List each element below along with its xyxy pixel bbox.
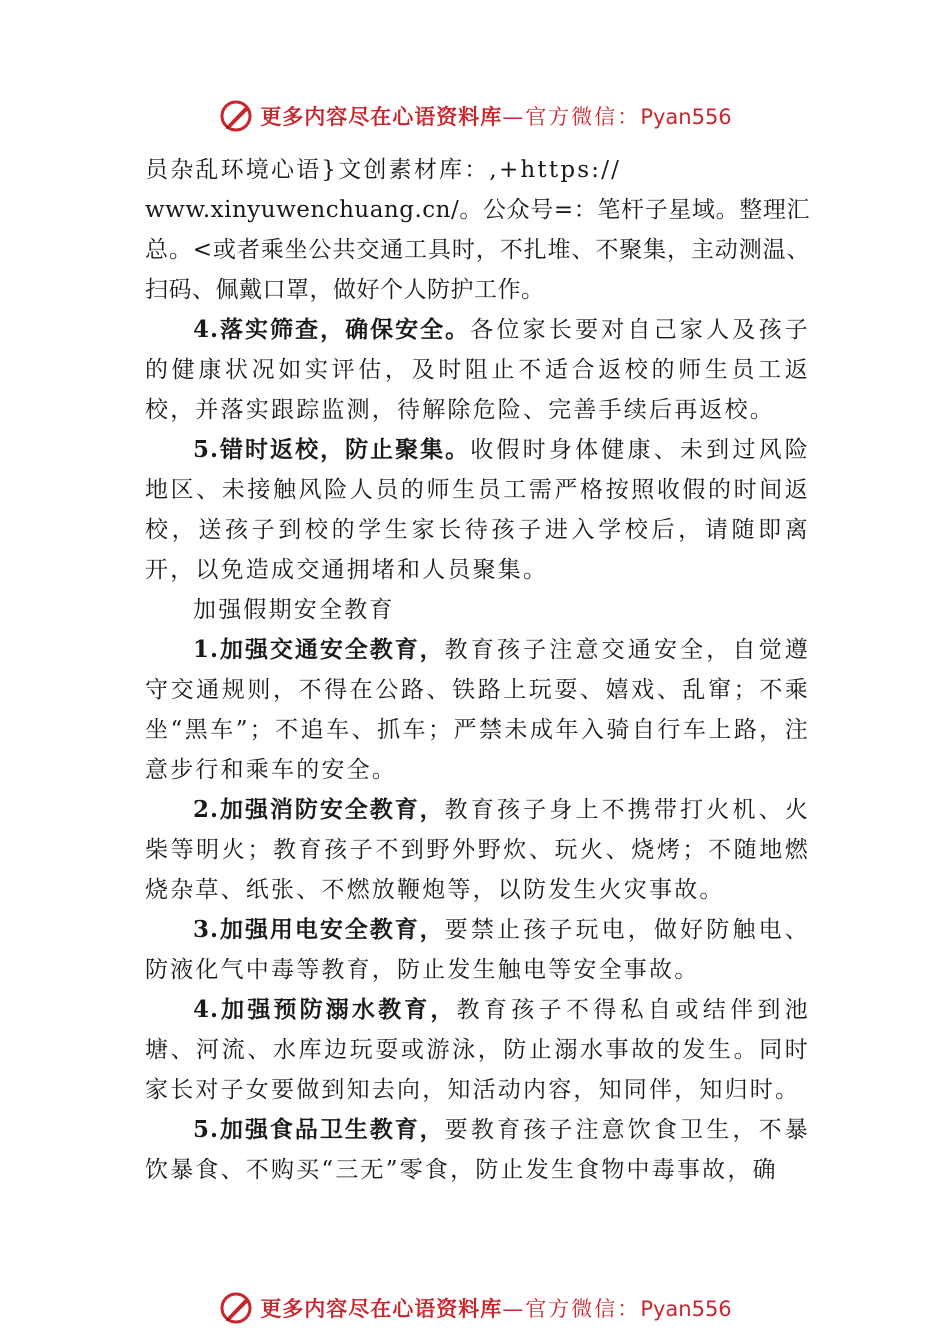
item-heading: 3.加强用电安全教育， — [193, 916, 445, 943]
item-heading: 1.加强交通安全教育， — [193, 636, 445, 663]
banner-wechat-id: Pyan556 — [640, 105, 732, 129]
paragraph-item — [145, 910, 810, 990]
item-text: 要教育孩子注意饮食卫生，不暴饮暴食、不购买“三无”零食，防止发生食物中毒事故，确 — [145, 1117, 810, 1183]
item-heading: 5.错时返校，防止聚集。 — [193, 436, 471, 463]
item-text: 收假时身体健康、未到过风险地区、未接触风险人员的师生员工需严格按照收假的时间返校，送孩子到校的学生家长待孩子进入学校后，请随即离开，以免造成交通拥堵和人员聚集。 — [145, 437, 810, 583]
item-text: 教育孩子不得私自或结伴到池塘、河流、水库边玩耍或游泳，防止溺水事故的发生。同时家长对子女要做到知去向，知活动内容，知同伴，知归时。 — [145, 997, 810, 1103]
banner-wechat-label: —官方微信： — [502, 1297, 641, 1321]
item-heading: 5.加强食品卫生教育， — [193, 1116, 445, 1143]
pen-seal-logo-icon — [218, 98, 254, 134]
item-text: 教育孩子身上不携带打火机、火柴等明火；教育孩子不到野外野炊、玩火、烧烤；不随地燃烧杂草、纸张、不燃放鞭炮等，以防发生火灾事故。 — [145, 797, 810, 903]
item-text: 教育孩子注意交通安全，自觉遵守交通规则，不得在公路、铁路上玩耍、嬉戏、乱窜；不乘坐“黑车”；不追车、抓车；严禁未成年入骑自行车上路，注意步行和乘车的安全。 — [145, 637, 810, 783]
paragraph-item — [145, 790, 810, 910]
paragraph-item — [145, 430, 810, 590]
item-heading: 4.加强预防溺水教育， — [193, 996, 457, 1023]
section-heading: 加强假期安全教育 — [193, 597, 395, 623]
banner-text — [260, 1293, 731, 1323]
paragraph-item — [145, 1110, 810, 1190]
document-body — [145, 150, 810, 1190]
banner-wechat-id: Pyan556 — [640, 1297, 732, 1321]
pen-seal-logo-icon — [218, 1290, 254, 1326]
paragraph-item — [145, 310, 810, 430]
footer-banner — [0, 1286, 950, 1330]
item-text: 各位家长要对自己家人及孩子的健康状况如实评估，及时阻止不适合返校的师生员工返校，并落实跟踪监测，待解除危险、完善手续后再返校。 — [145, 317, 810, 423]
item-heading: 2.加强消防安全教育， — [193, 796, 445, 823]
text-line: 员杂乱环境心语}文创素材库：,+https:// — [145, 157, 622, 183]
banner-wechat-label: —官方微信： — [502, 105, 641, 129]
banner-title: 更多内容尽在心语资料库 — [260, 1297, 503, 1321]
banner-title: 更多内容尽在心语资料库 — [260, 105, 503, 129]
paragraph-item — [145, 630, 810, 790]
item-heading: 4.落实筛查，确保安全。 — [193, 316, 471, 343]
item-text: 要禁止孩子玩电，做好防触电、防液化气中毒等教育，防止发生触电等安全事故。 — [145, 917, 810, 983]
text-line: www.xinyuwenchuang.cn/。公众号=：笔杆子星域。整理汇总。<或者乘坐公共交通工具时，不扎堆、不聚集，主动测温、扫码、佩戴口罩，做好个人防护工作。 — [145, 197, 810, 303]
banner-text — [260, 101, 731, 131]
header-banner — [0, 94, 950, 138]
paragraph-continuation — [145, 150, 810, 310]
paragraph-item — [145, 990, 810, 1110]
